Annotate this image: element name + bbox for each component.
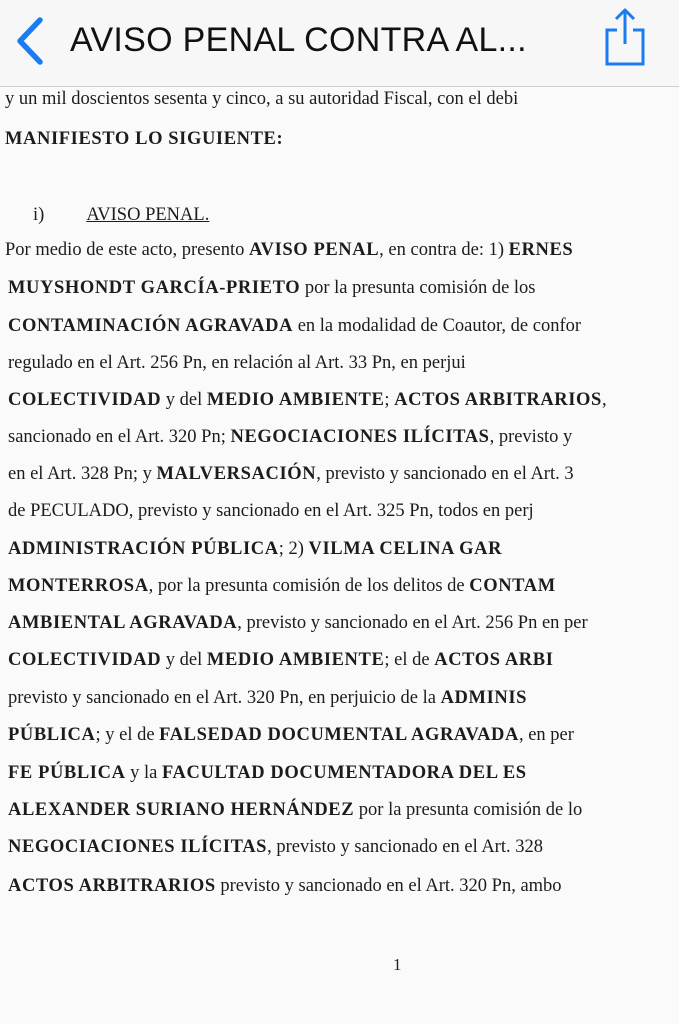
bold-text: MEDIO AMBIENTE <box>206 650 385 670</box>
line-text: y del <box>161 390 207 410</box>
line-text: por la presunta comisión de lo <box>354 800 583 820</box>
bold-text: MONTERROSA <box>8 576 149 596</box>
document-line <box>5 127 283 151</box>
bold-text: MUYSHONDT GARCÍA-PRIETO <box>8 278 301 298</box>
line-text: regulado en el Art. 256 Pn, en relación al Art. 33 Pn, en perjui <box>8 353 466 373</box>
bold-text: MALVERSACIÓN <box>156 464 317 484</box>
bold-text: ACTOS ARBITRARIOS <box>8 876 216 896</box>
document-line <box>8 686 527 710</box>
line-text: y la <box>125 763 163 783</box>
document-line <box>8 276 536 300</box>
document-line <box>33 203 209 227</box>
line-text: ; el de <box>384 650 435 670</box>
document-line <box>8 648 554 672</box>
bold-text: ACTOS ARBITRARIOS <box>394 390 602 410</box>
line-text: y del <box>161 650 207 670</box>
bold-text: PÚBLICA <box>8 725 96 745</box>
line-text: i) <box>33 205 45 225</box>
document-line <box>8 574 556 598</box>
document-line <box>8 537 502 561</box>
document-line <box>8 761 527 785</box>
bold-text: FALSEDAD DOCUMENTAL AGRAVADA <box>159 725 519 745</box>
line-text: AVISO PENAL. <box>86 205 210 225</box>
bold-text: MANIFIESTO LO SIGUIENTE: <box>5 129 284 149</box>
line-text: ; <box>384 390 395 410</box>
line-text: ; y el de <box>95 725 160 745</box>
bold-text: ALEXANDER SURIANO HERNÁNDEZ <box>8 800 355 820</box>
document-line <box>8 835 543 859</box>
bold-text: FE PÚBLICA <box>8 763 126 783</box>
line-text: Por medio de este acto, presento <box>5 240 250 260</box>
bold-text: ADMINIS <box>440 688 528 708</box>
document-line <box>8 499 534 523</box>
line-text: en la modalidad de Coautor, de confor <box>293 316 582 336</box>
document-line <box>5 87 518 111</box>
line-text: de PECULADO, previsto y sancionado en el Art. 325 Pn, todos en perj <box>8 501 534 521</box>
back-button[interactable] <box>10 14 50 68</box>
bold-text: COLECTIVIDAD <box>8 390 162 410</box>
document-line <box>8 798 582 822</box>
line-text: previsto y sancionado en el Art. 320 Pn, en perjuicio de la <box>8 688 441 708</box>
document-page <box>0 87 679 1024</box>
line-text: , previsto y sancionado en el Art. 256 Pn en per <box>237 613 588 633</box>
document-line <box>8 462 574 486</box>
document-line <box>8 723 574 747</box>
document-line <box>8 611 588 635</box>
chevron-left-icon <box>10 14 50 68</box>
bold-text: ACTOS ARBI <box>434 650 554 670</box>
bold-text: MEDIO AMBIENTE <box>206 390 385 410</box>
line-text: por la presunta comisión de los <box>300 278 536 298</box>
share-button[interactable] <box>600 6 650 68</box>
bold-text: ERNES <box>508 240 574 260</box>
navigation-bar <box>0 0 679 87</box>
document-line <box>8 388 607 412</box>
line-text: , previsto y <box>489 427 573 447</box>
line-text: , por la presunta comisión de los delitos de <box>148 576 470 596</box>
line-text: , en per <box>518 725 574 745</box>
line-text: ; 2) <box>278 539 309 559</box>
document-line <box>5 238 573 262</box>
line-text: sancionado en el Art. 320 Pn; <box>8 427 231 447</box>
document-line <box>8 874 562 898</box>
document-line <box>8 351 466 375</box>
bold-text: ADMINISTRACIÓN PÚBLICA <box>8 539 279 559</box>
bold-text: AMBIENTAL AGRAVADA <box>8 613 238 633</box>
bold-text: COLECTIVIDAD <box>8 650 162 670</box>
bold-text: CONTAMINACIÓN AGRAVADA <box>8 316 294 336</box>
document-line <box>8 314 581 338</box>
bold-text: FACULTAD DOCUMENTADORA DEL ES <box>162 763 527 783</box>
line-text: en el Art. 328 Pn; y <box>8 464 157 484</box>
document-line <box>8 425 572 449</box>
line-text: previsto y sancionado en el Art. 320 Pn, ambo <box>215 876 562 896</box>
page-title: AVISO PENAL CONTRA AL... <box>70 21 527 59</box>
bold-text: VILMA CELINA GAR <box>308 539 503 559</box>
share-icon <box>600 6 650 68</box>
bold-text: NEGOCIACIONES ILÍCITAS <box>8 837 268 857</box>
bold-text: AVISO PENAL <box>249 240 380 260</box>
line-text: y un mil doscientos sesenta y cinco, a su autoridad Fiscal, con el debi <box>5 89 519 109</box>
line-text: , en contra de: 1) <box>379 240 509 260</box>
bold-text: NEGOCIACIONES ILÍCITAS <box>230 427 490 447</box>
bold-text: CONTAM <box>469 576 556 596</box>
page-number: 1 <box>393 955 402 974</box>
line-text: , previsto y sancionado en el Art. 328 <box>267 837 543 857</box>
line-text: , <box>601 390 607 410</box>
line-text: , previsto y sancionado en el Art. 3 <box>316 464 574 484</box>
